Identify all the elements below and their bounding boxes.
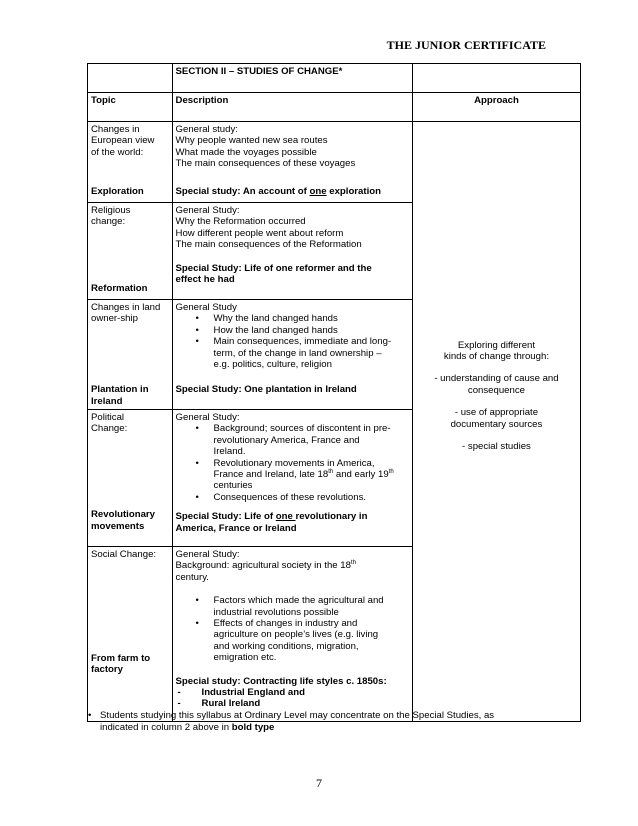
list-item-text: • Effects of changes in industry and (213, 618, 358, 630)
topic-cell (88, 203, 173, 300)
list-item (190, 423, 409, 457)
special-study-underlined: one (275, 511, 296, 523)
description-cell (172, 203, 412, 300)
topic-cell (88, 122, 173, 203)
list-item (190, 618, 409, 664)
special-study-text: exploration (326, 185, 381, 197)
list-item (190, 492, 409, 503)
footnote-text (100, 722, 588, 734)
description-cell (172, 122, 412, 203)
general-study-line: Why the Reformation occurred (175, 216, 306, 228)
topic-line: owner-ship (91, 313, 138, 325)
table-row (88, 122, 581, 203)
list-item-text: centuries (213, 480, 253, 492)
list-item-text: Industrial England and (201, 687, 305, 699)
approach-line: documentary sources (450, 418, 543, 430)
list-item-text: • Revolutionary movements in America, (213, 457, 375, 469)
topic-cell (88, 410, 173, 547)
approach-line: consequence (467, 384, 525, 396)
description-cell (172, 547, 412, 722)
list-item-text: agriculture on people’s lives (e.g. living (213, 629, 379, 641)
general-study-line: General Study: (175, 549, 240, 560)
footnote-text: indicated in column 2 above in (100, 722, 232, 733)
list-item-text: Consequences of these revolutions. (213, 491, 367, 503)
list-item (190, 458, 409, 492)
list-item-text: Why the land changed hands (213, 313, 338, 325)
page-header-title: THE JUNIOR CERTIFICATE (386, 38, 546, 52)
general-study-line: The main consequences of the Reformation (175, 239, 362, 251)
list-item-text: emigration etc. (213, 652, 277, 664)
general-study-line: General Study: (175, 412, 240, 423)
list-item-text: • Background; sources of discontent in pre- (213, 423, 391, 435)
list-item (176, 698, 409, 709)
footnote-bold-text: bold type (231, 722, 275, 733)
special-study-underlined: one (309, 185, 327, 197)
approach-item (416, 407, 577, 430)
special-study: Special Study: Life of one reformer and the (175, 262, 372, 274)
list-item (190, 595, 409, 618)
list-item-text: revolutionary America, France and (213, 434, 360, 446)
list-item-text: industrial revolutions possible (213, 606, 339, 618)
topic-heading: Reformation (91, 282, 148, 294)
column-header-description: Description (172, 93, 412, 122)
topic-line: Changes in land (91, 302, 161, 313)
topic-heading: Ireland (91, 395, 123, 407)
list-item-text: and early 19 (333, 469, 389, 481)
topic-heading: Plantation in (91, 384, 149, 396)
list-item-text: • Factors which made the agricultural and (213, 595, 384, 607)
special-study-text: Special study: An account of (175, 185, 310, 197)
approach-lead (416, 340, 577, 363)
approach-line: - special studies (462, 441, 531, 453)
general-study-line: The main consequences of these voyages (175, 158, 356, 170)
list-item (176, 687, 409, 698)
special-study (176, 186, 381, 197)
topic-heading: Revolutionary (91, 509, 155, 521)
topic-heading: Exploration (91, 185, 144, 197)
topic-line: of the world: (91, 146, 144, 158)
special-study (176, 511, 409, 522)
topic-line: Change: (91, 423, 128, 435)
list-item (190, 336, 409, 370)
superscript: th (388, 469, 394, 476)
column-header-approach: Approach (412, 93, 580, 122)
special-study-text: revolutionary in (295, 511, 368, 523)
special-study: Special Study: One plantation in Ireland (175, 383, 357, 395)
column-header-topic: Topic (88, 93, 173, 122)
list-item-text: Ireland. (213, 446, 246, 458)
section-title-row (88, 64, 581, 93)
syllabus-table (87, 63, 581, 722)
approach-line: Exploring different (457, 339, 536, 351)
list-item-text: term, of the change in land ownership – (213, 347, 382, 359)
section-title: SECTION II – STUDIES OF CHANGE* (172, 64, 412, 93)
topic-line: Religious (91, 205, 131, 216)
description-cell (172, 300, 412, 410)
general-study-line (176, 560, 409, 571)
approach-line: kinds of change through: (443, 350, 549, 362)
general-study-line: Why people wanted new sea routes (175, 135, 328, 147)
column-header-row (88, 93, 581, 122)
footnote-text: • Students studying this syllabus at Ordinary Level may concentrate on the Special Studies, as (100, 710, 495, 721)
general-study-line: General study: (175, 124, 238, 135)
topic-cell (88, 547, 173, 722)
general-study-line: General Study: (175, 205, 240, 216)
topic-line: Social Change: (91, 549, 157, 560)
topic-line: Changes in (91, 124, 140, 135)
special-study: America, France or Ireland (175, 522, 297, 534)
description-cell (172, 410, 412, 547)
list-item-text: e.g. politics, culture, religion (213, 359, 332, 371)
general-study-line: What made the voyages possible (175, 146, 317, 158)
superscript: th (350, 560, 356, 567)
topic-heading: movements (91, 520, 145, 532)
empty-cell (412, 64, 580, 93)
list-item-text: Rural Ireland (201, 698, 261, 710)
general-study-line: General Study (175, 302, 237, 313)
special-study: effect he had (175, 274, 235, 286)
topic-heading: factory (91, 664, 123, 676)
list-item (190, 325, 409, 336)
topic-heading: From farm to (91, 653, 151, 664)
approach-item (416, 373, 577, 396)
topic-line: Political (91, 412, 125, 423)
special-study-text: Special Study: Life of (175, 511, 276, 523)
footnote (88, 710, 588, 734)
list-item (190, 313, 409, 324)
special-study: Special study: Contracting life styles c. 1850s: (175, 675, 387, 687)
topic-line: European view (91, 135, 155, 147)
footnote-item (88, 710, 588, 734)
approach-line: - understanding of cause and (434, 373, 559, 385)
approach-line: - use of appropriate (454, 407, 539, 419)
empty-cell (88, 64, 173, 93)
general-study-text: Background: agricultural society in the 18 (175, 560, 351, 572)
list-item-text: and working conditions, migration, (213, 640, 359, 652)
list-item-text: • Main consequences, immediate and long- (213, 336, 392, 348)
topic-line: change: (91, 216, 126, 228)
list-item-text: How the land changed hands (213, 324, 338, 336)
list-item-text (214, 469, 409, 480)
general-study-line: century. (175, 571, 209, 583)
topic-cell (88, 300, 173, 410)
page-number: 7 (316, 776, 322, 790)
superscript: th (328, 469, 334, 476)
list-item-text: France and Ireland, late 18 (213, 469, 329, 481)
general-study-line: How different people went about reform (175, 227, 344, 239)
approach-cell (412, 122, 580, 722)
approach-item (416, 441, 577, 452)
